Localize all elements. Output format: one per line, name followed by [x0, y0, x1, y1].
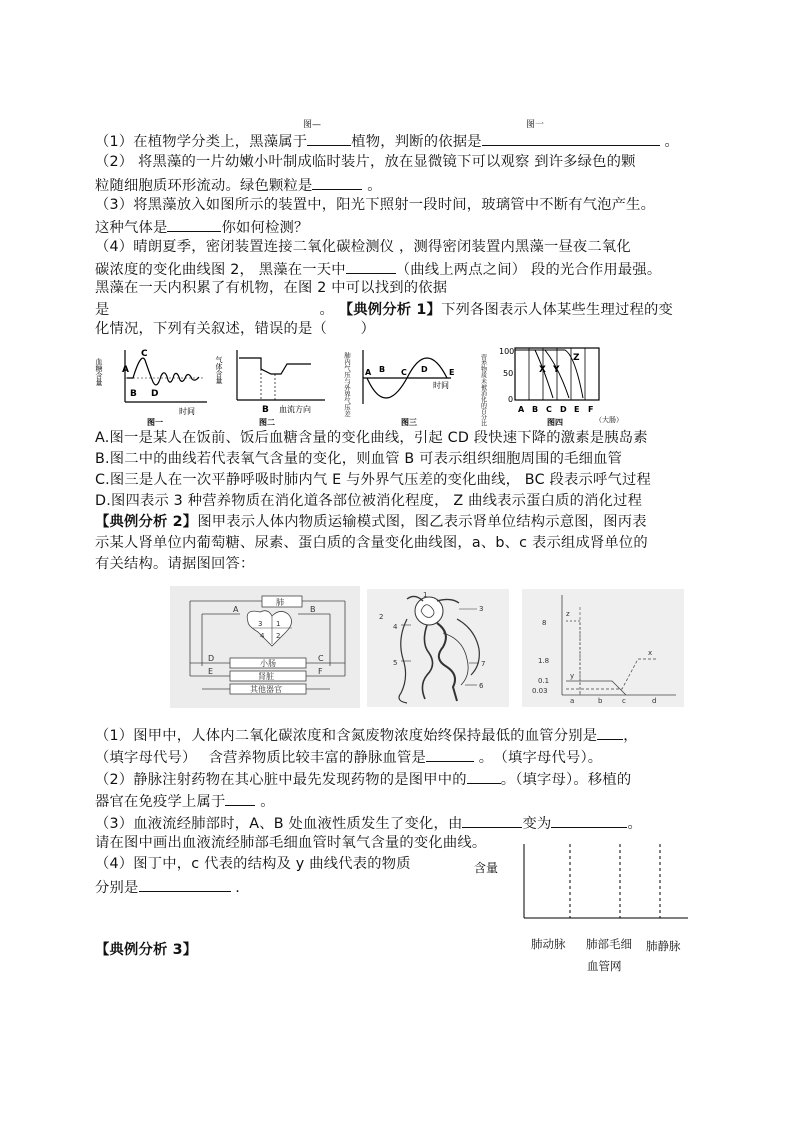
svg-text:F: F — [318, 667, 323, 676]
q1-line8: 黑藻在一天内积累了有机物，在图 2 中可以找到的依据 — [95, 280, 448, 296]
svg-text:E: E — [574, 405, 580, 414]
svg-text:B: B — [532, 405, 539, 414]
q1-line6: （4）晴朗夏季，密闭装置连接二氧化碳检测仪 ，测得密闭装置内黑藻一昼夜二氧化 — [95, 239, 631, 255]
figure-yi-nephron — [367, 589, 509, 707]
graph-1 — [95, 349, 207, 427]
ex2-line3: 有关结构。请据图回答： — [95, 556, 255, 572]
ex3-heading: 【典例分析 3】 — [95, 942, 198, 958]
answer-blank[interactable] — [110, 299, 320, 314]
graph3-ylabel: 肺内气压与外界气压差 — [343, 352, 351, 417]
svg-text:B: B — [262, 405, 269, 415]
figure-caption-left: 图— — [303, 120, 322, 130]
svg-text:1.8: 1.8 — [538, 657, 550, 665]
figure-row — [95, 342, 715, 430]
svg-text:D: D — [151, 389, 159, 399]
q2-line1: （1）图甲中，人体内二氧化碳浓度和含氮废物浓度始终保持最低的血管分别是 ， — [95, 724, 638, 746]
xlabel-pulmonary-capillary: 肺部毛细 — [586, 937, 632, 951]
q1-line4: （3）将黑藻放入如图所示的装置中，阳光下照射一段时间，玻璃管中不断有气泡产生。 — [95, 197, 656, 213]
svg-text:7: 7 — [481, 660, 486, 668]
svg-text:肾脏: 肾脏 — [258, 672, 274, 681]
option-b[interactable]: B.图二中的曲线若代表氧气含量的变化，则血管 B 可表示组织细胞周围的毛细血管 — [95, 451, 623, 467]
svg-text:图二: 图二 — [259, 418, 275, 427]
q1-line1: （1）在植物学分类上，黑藻属于 植物，判断的依据是 。 — [95, 130, 679, 152]
oxygen-content-chart[interactable] — [470, 838, 690, 922]
graph-2 — [215, 350, 325, 427]
graph1-ylabel: 血糖含量 — [95, 358, 103, 386]
ex2-line2: 示某人肾单位内葡萄糖、尿素、蛋白质的含量变化曲线图，a、b、c 表示组成肾单位的 — [95, 535, 648, 551]
svg-text:3: 3 — [258, 620, 263, 628]
svg-text:D: D — [560, 405, 567, 414]
svg-text:C: C — [401, 368, 407, 377]
q2-line7: （4）图丁中，c 代表的结构及 y 曲线代表的物质 — [95, 856, 411, 872]
option-c[interactable]: C.图三是人在一次平静呼吸时肺内气 E 与外界气压差的变化曲线， BC 段表示呼气过程 — [95, 472, 651, 488]
option-a[interactable]: A.图一是某人在饭前、饭后血糖含量的变化曲线，引起 CD 段快速下降的激素是胰岛素 — [95, 430, 648, 446]
svg-text:1: 1 — [423, 591, 428, 599]
svg-text:C: C — [141, 349, 148, 359]
svg-text:A: A — [365, 368, 372, 377]
svg-text:X: X — [539, 365, 546, 375]
xlabel-capillary-network: 血管网 — [587, 959, 622, 973]
svg-text:血流方向: 血流方向 — [279, 405, 311, 414]
svg-text:时间: 时间 — [433, 381, 449, 390]
svg-text:B: B — [379, 365, 386, 374]
q2-line4: 器官在免疫学上属于 。 — [95, 790, 275, 812]
svg-text:d: d — [652, 697, 657, 705]
svg-text:0.1: 0.1 — [538, 677, 550, 685]
svg-text:C: C — [546, 405, 552, 414]
q1-line2: （2） 将黑藻的一片幼嫩小叶制成临时装片，放在显微镜下可以观察 到许多绿色的颗 — [95, 154, 636, 170]
svg-text:50: 50 — [503, 369, 514, 378]
figure-caption-right: 图一 — [526, 120, 545, 130]
svg-text:（大肠）: （大肠） — [595, 416, 623, 424]
xlabel-pulmonary-vein: 肺静脉 — [646, 939, 681, 953]
graph-4 — [480, 347, 624, 427]
answer-blank[interactable] — [225, 790, 255, 806]
svg-text:其他器官: 其他器官 — [250, 685, 282, 694]
answer-blank[interactable] — [597, 724, 623, 740]
svg-text:E: E — [208, 667, 214, 676]
svg-text:时间: 时间 — [179, 407, 195, 416]
svg-text:0.03: 0.03 — [532, 687, 548, 695]
svg-text:c: c — [622, 697, 626, 705]
svg-text:图一: 图一 — [147, 418, 163, 427]
option-d[interactable]: D.图四表示 3 种营养物质在消化道各部位被消化程度， Z 曲线表示蛋白质的消化过程 — [95, 493, 643, 509]
answer-blank[interactable] — [462, 812, 522, 828]
figure-bing-chart — [522, 589, 684, 707]
answer-blank[interactable] — [346, 258, 396, 274]
svg-text:2: 2 — [379, 613, 384, 621]
svg-text:y: y — [570, 672, 575, 680]
svg-text:F: F — [588, 405, 594, 414]
q2-line6: 请在图中画出血液流经肺部毛细血管时氧气含量的变化曲线。 — [95, 835, 487, 851]
q1-line10: 化情况，下列有关叙述，错误的是（ ） — [95, 321, 376, 337]
svg-text:D: D — [421, 365, 428, 374]
answer-blank[interactable] — [139, 876, 231, 892]
svg-text:4: 4 — [260, 632, 265, 640]
q1-line5: 这种气体是 你如何检测？ — [95, 216, 308, 238]
graph4-ylabel: 营养物质未被消化的百分比 — [479, 354, 487, 426]
svg-text:A: A — [122, 365, 129, 375]
svg-text:b: b — [598, 697, 603, 705]
svg-text:D: D — [208, 654, 215, 663]
svg-text:2: 2 — [276, 632, 281, 640]
svg-text:5: 5 — [393, 659, 398, 667]
svg-text:6: 6 — [479, 682, 484, 690]
q2-line3: （2）静脉注射药物在其心脏中最先发现药物的是图甲中的 。（填字母）。移植的 — [95, 768, 631, 790]
answer-blank[interactable] — [426, 746, 474, 762]
q1-line7: 碳浓度的变化曲线图 2， 黑藻在一天中 （曲线上两点之间） 段的光合作用最强。 — [95, 258, 661, 280]
answer-blank[interactable] — [307, 130, 351, 146]
figure-jia-circulation — [170, 586, 360, 708]
svg-text:B: B — [310, 605, 316, 614]
graph-3 — [343, 350, 454, 427]
svg-text:0: 0 — [508, 395, 514, 404]
svg-text:Y: Y — [553, 365, 560, 375]
answer-blank[interactable] — [167, 216, 221, 232]
svg-text:A: A — [233, 605, 239, 614]
svg-text:小肠: 小肠 — [260, 659, 276, 668]
svg-text:a: a — [570, 697, 575, 705]
answer-blank[interactable] — [312, 174, 362, 190]
svg-text:图四: 图四 — [547, 418, 563, 427]
graph2-ylabel: 气体含量 — [215, 356, 223, 384]
q2-line2: （填字母代号） 含营养物质比较丰富的静脉血管是 。 （填字母代号）。 — [95, 746, 602, 768]
svg-text:z: z — [566, 610, 570, 618]
oxygen-chart-ylabel: 含量 — [474, 861, 499, 875]
svg-text:Z: Z — [573, 353, 580, 363]
svg-text:C: C — [318, 654, 324, 663]
ex2-line1: 【典例分析 2】图甲表示人体内物质运输模式图，图乙表示肾单位结构示意图，图丙表 — [95, 514, 647, 530]
svg-text:B: B — [130, 389, 137, 399]
svg-text:100: 100 — [499, 347, 515, 356]
answer-blank[interactable] — [551, 812, 627, 828]
svg-text:1: 1 — [276, 620, 281, 628]
svg-text:A: A — [518, 405, 525, 414]
svg-text:8: 8 — [542, 619, 547, 627]
q1-line3: 粒随细胞质环形流动。绿色颗粒是 。 — [95, 174, 382, 196]
q2-line8: 分别是 . — [95, 876, 240, 898]
svg-text:肺: 肺 — [276, 598, 284, 607]
svg-text:4: 4 — [393, 623, 398, 631]
svg-text:E: E — [449, 368, 455, 377]
svg-text:3: 3 — [479, 605, 484, 613]
q1-line9: 是 。 【典例分析 1】下列各图表示人体某些生理过程的变 — [95, 299, 673, 320]
svg-text:图三: 图三 — [401, 418, 417, 427]
svg-text:x: x — [648, 649, 653, 657]
xlabel-pulmonary-artery: 肺动脉 — [531, 937, 566, 951]
answer-blank[interactable] — [467, 768, 501, 784]
answer-blank[interactable] — [482, 130, 660, 146]
q2-line5: （3）血液流经肺部时，A、B 处血液性质发生了变化，由 变为 。 — [95, 812, 642, 834]
